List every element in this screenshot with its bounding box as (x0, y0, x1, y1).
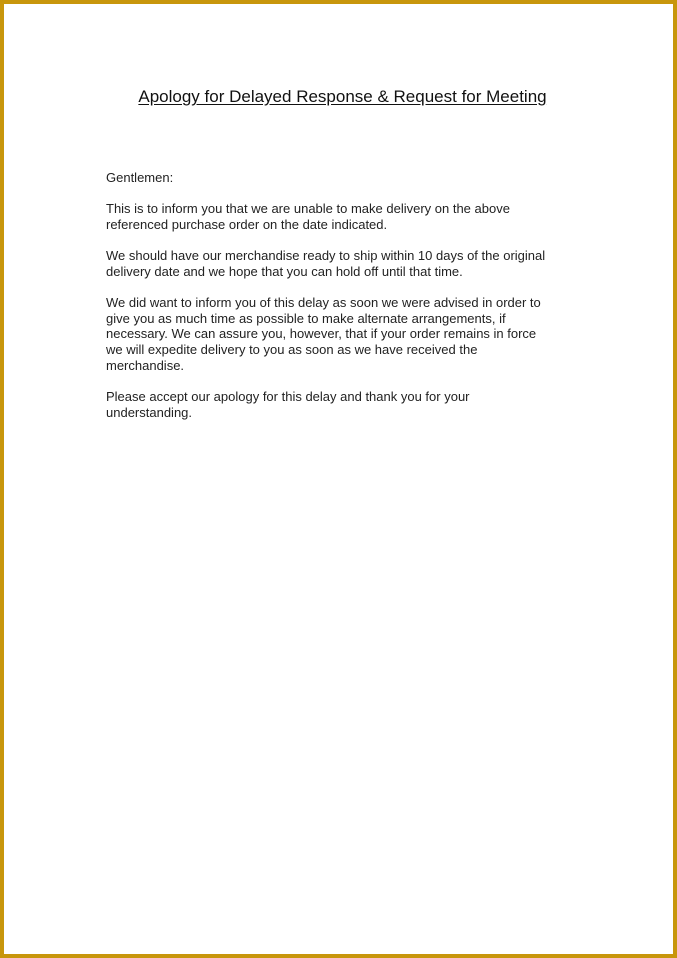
text-line: we will expedite delivery to you as soon as we have received the (106, 342, 478, 358)
text-line: Gentlemen: (106, 170, 174, 185)
text-line: Please accept our apology for this delay and thank you for your (106, 389, 470, 405)
paragraph (106, 295, 586, 374)
paragraph (106, 248, 586, 279)
letter-title (4, 87, 677, 107)
text-line: necessary. We can assure you, however, that if your order remains in force (106, 326, 537, 342)
paragraph (106, 201, 586, 232)
text-line: merchandise. (106, 357, 185, 373)
text-line: We should have our merchandise ready to ship within 10 days of the original (106, 248, 546, 264)
text-line: referenced purchase order on the date indicated. (106, 216, 388, 232)
text-line: This is to inform you that we are unable to make delivery on the above (106, 201, 510, 217)
letter-title-text: Apology for Delayed Response & Request for Meeting (138, 87, 547, 106)
text-line: understanding. (106, 404, 193, 420)
letter-body (106, 170, 586, 436)
text-line: We did want to inform you of this delay as soon we were advised in order to (106, 295, 541, 311)
closing-paragraph (106, 389, 586, 420)
text-line: delivery date and we hope that you can hold off until that time. (106, 263, 463, 279)
salutation (106, 170, 586, 186)
text-line: give you as much time as possible to make alternate arrangements, if (106, 310, 506, 326)
